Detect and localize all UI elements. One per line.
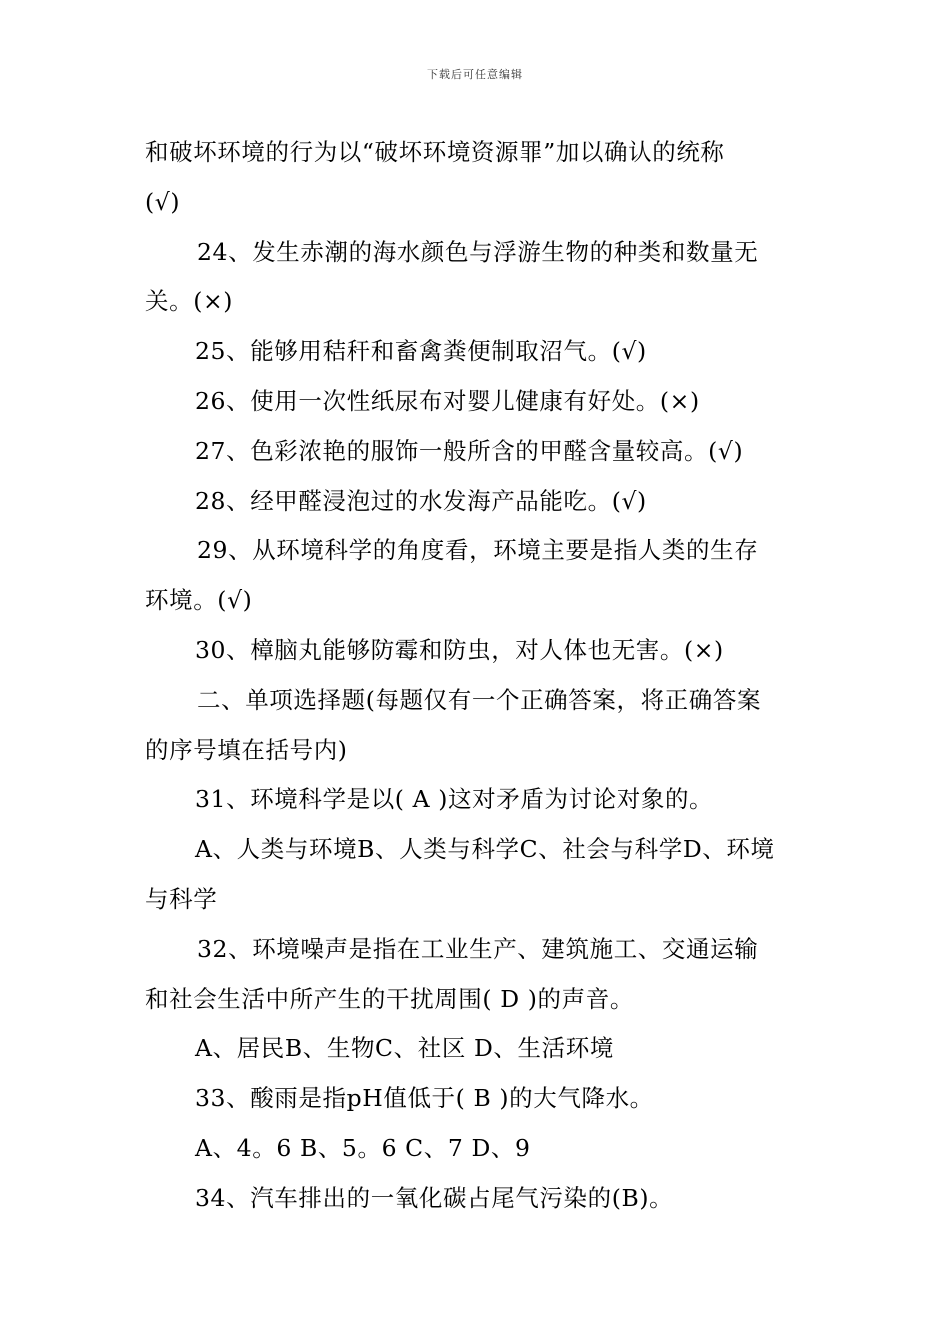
question-31: 31、环境科学是以( A )这对矛盾为讨论对象的。	[195, 785, 714, 814]
question-27: 27、色彩浓艳的服饰一般所含的甲醛含量较高。(√)	[195, 436, 744, 465]
page-header: 下载后可任意编辑	[427, 68, 523, 81]
question-32: 32、环境噪声是指在工业生产、建筑施工、交通运输	[197, 934, 759, 963]
options-33: A、4。6 B、5。6 C、7 D、9	[195, 1133, 531, 1162]
options-32: A、居民B、生物C、社区 D、生活环境	[195, 1034, 614, 1063]
options-31: A、人类与环境B、人类与科学C、社会与科学D、环境	[195, 835, 775, 864]
question-28: 28、经甲醛浸泡过的水发海产品能吃。(√)	[195, 486, 647, 515]
text-line: 和社会生活中所产生的干扰周围( D )的声音。	[145, 984, 634, 1013]
question-26: 26、使用一次性纸尿布对婴儿健康有好处。(×)	[195, 386, 700, 415]
question-30: 30、樟脑丸能够防霉和防虫，对人体也无害。(×)	[195, 635, 724, 664]
text-line: 环境。(√)	[145, 586, 253, 615]
text-line: 的序号填在括号内)	[145, 735, 348, 764]
question-25: 25、能够用秸秆和畜禽粪便制取沼气。(√)	[195, 337, 647, 366]
text-line: 关。(×)	[145, 287, 234, 316]
question-33: 33、酸雨是指pH值低于( B )的大气降水。	[195, 1084, 654, 1113]
question-24: 24、发生赤潮的海水颜色与浮游生物的种类和数量无	[197, 237, 759, 266]
text-line: (√)	[145, 187, 181, 216]
section-heading: 二、单项选择题(每题仅有一个正确答案，将正确答案	[197, 685, 762, 714]
text-line: 和破坏环境的行为以“破坏环境资源罪”加以确认的统称	[145, 138, 725, 166]
text-line: 与科学	[145, 884, 218, 913]
question-29: 29、从环境科学的角度看，环境主要是指人类的生存	[197, 536, 759, 565]
question-34: 34、汽车排出的一氧化碳占尾气污染的(B)。	[195, 1183, 674, 1212]
document-body	[145, 128, 810, 1224]
